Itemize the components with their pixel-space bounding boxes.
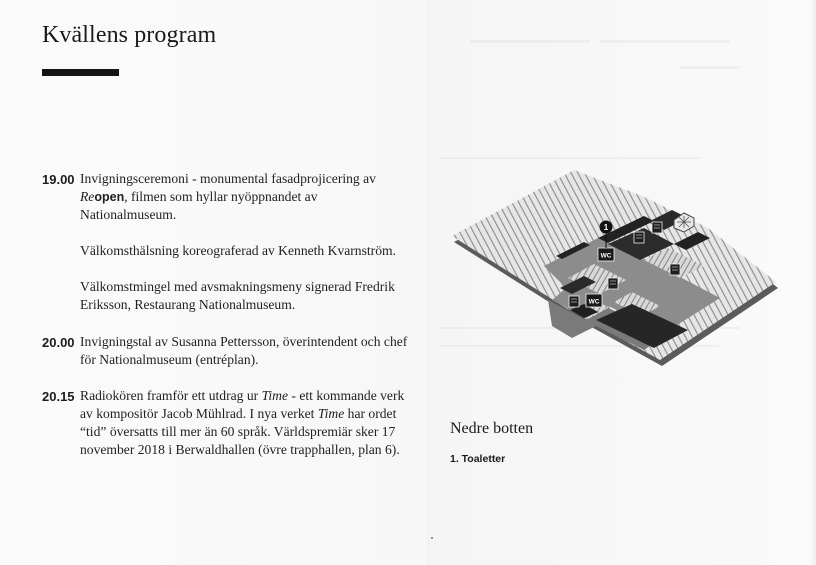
svg-text:WC: WC	[600, 252, 612, 260]
program-paragraph: Invigningstal av Susanna Pettersson, överintendent och chef för Nationalmuseum (entréplan).	[80, 333, 408, 367]
page-edge-shadow	[810, 0, 816, 565]
page-title: Kvällens program	[42, 22, 217, 48]
program-item	[42, 170, 412, 315]
text-span: - ett kommande verk av kompositör Jacob Mühlrad. I nya verket	[80, 387, 405, 421]
program-description	[80, 170, 412, 315]
legend-title: Nedre botten	[450, 420, 534, 437]
stairs-icon	[634, 232, 644, 243]
title-rule	[42, 69, 119, 76]
text-span: Radiokören framför ett utdrag ur	[80, 387, 262, 403]
bleed-through-mark	[680, 66, 740, 69]
wc-badge	[598, 248, 614, 261]
legend-item: 1. Toaletter	[450, 453, 506, 465]
work-title: Time	[261, 387, 289, 403]
program-time: 19.00	[42, 172, 75, 187]
bleed-through-mark	[440, 157, 700, 159]
bleed-through-mark	[600, 40, 730, 43]
program-paragraph: Välkomsthälsning koreograferad av Kenneth Kvarnström.	[80, 243, 396, 259]
program-description	[80, 387, 412, 459]
floor-plan-map	[448, 160, 788, 375]
program-time: 20.15	[42, 388, 75, 404]
program-time: 20.00	[42, 334, 75, 350]
svg-text:1: 1	[603, 223, 609, 232]
text-span: har ordet “tid” översatts till mer än 60 språk. Världspremiär sker 17 november 2018 i Berwaldhallen (övre trapphallen, plan 6).	[80, 405, 400, 458]
wc-badge	[586, 294, 602, 307]
program-list	[42, 170, 412, 459]
text-span: , filmen som hyllar nyöppnandet av Nationalmuseum.	[80, 189, 318, 223]
program-item	[42, 387, 412, 459]
program-description	[80, 333, 412, 369]
program-paragraph	[80, 387, 412, 459]
svg-text:WC: WC	[588, 298, 600, 306]
stairs-icon	[569, 296, 579, 307]
stairs-icon	[608, 278, 618, 289]
page-fold	[428, 0, 430, 565]
program-paragraph	[80, 170, 412, 224]
print-speck	[431, 537, 433, 539]
stairs-icon	[652, 222, 662, 233]
brand-part: open	[94, 190, 125, 205]
reopen-brand	[80, 189, 124, 204]
text-span: Invigningsceremoni - monumental fasadprojicering av	[80, 171, 376, 186]
bleed-through-mark	[470, 40, 590, 43]
stairs-icon	[670, 264, 680, 275]
work-title: Time	[317, 405, 345, 421]
program-item	[42, 333, 412, 369]
brand-part: Re	[80, 189, 95, 205]
program-paragraph: Välkomstmingel med avsmakningsmeny signerad Fredrik Eriksson, Restaurang Nationalmuseum.	[80, 279, 395, 313]
